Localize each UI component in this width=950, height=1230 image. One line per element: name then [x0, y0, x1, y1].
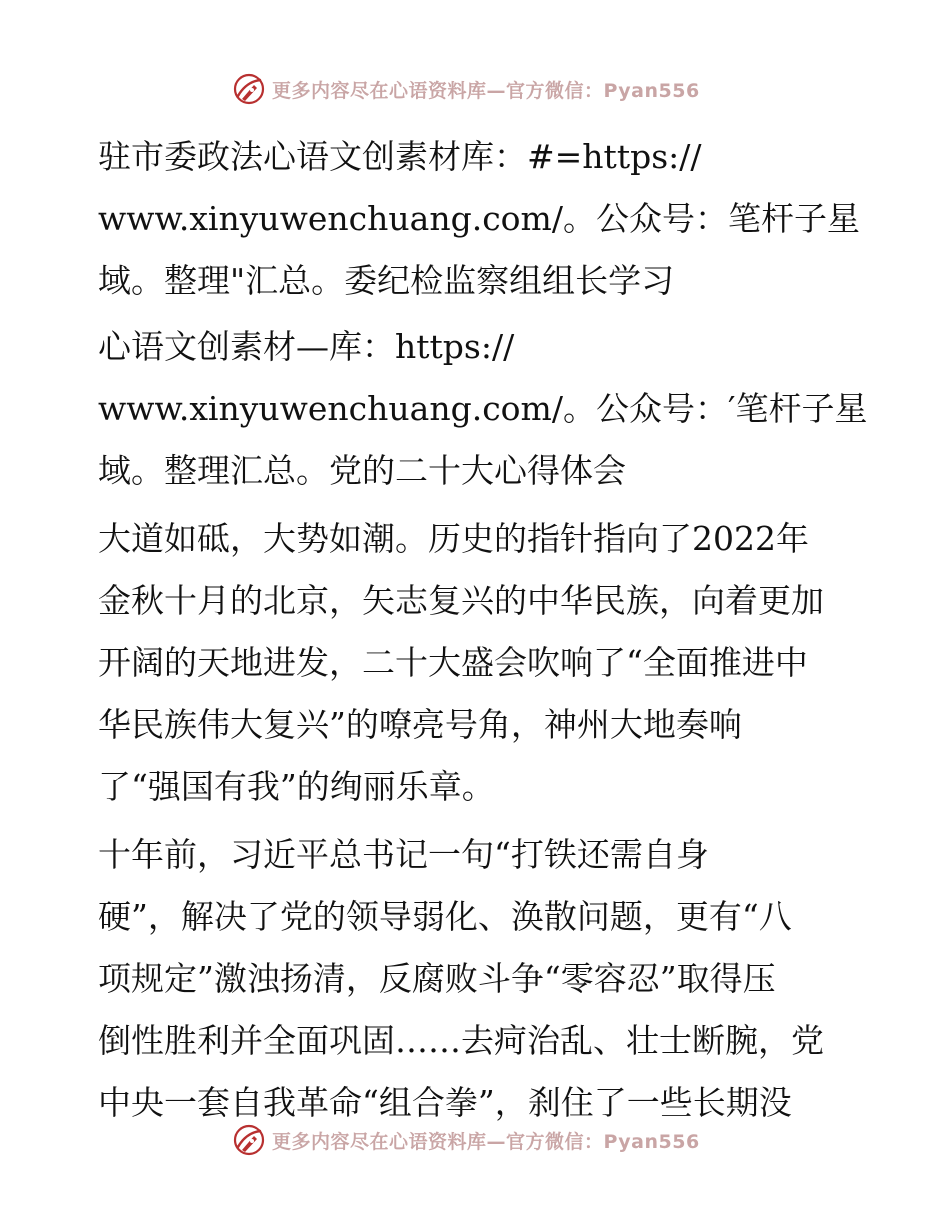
- text-line: 域。整理汇总。党的二十大心得体会: [98, 451, 626, 490]
- text-line: 心语文创素材—库：https://: [98, 327, 515, 366]
- text-line: 域。整理"汇总。委纪检监察组组长学习: [98, 261, 675, 300]
- header-banner-text: 更多内容尽在心语资料库—官方微信：Pyan556: [272, 79, 700, 102]
- text-line: 项规定”激浊扬清，反腐败斗争“零容忍”取得压: [98, 959, 776, 998]
- text-line: www.xinyuwenchuang.com/。公众号：笔杆子星: [98, 199, 860, 238]
- text-line: 倒性胜利并全面巩固……去疴治乱、壮士断腕，党: [98, 1021, 824, 1060]
- footer-banner: [232, 1123, 700, 1157]
- text-line: 大道如砥，大势如潮。历史的指针指向了2022年: [98, 519, 809, 558]
- pen-circle-logo-icon: [232, 1123, 266, 1157]
- header-banner: [232, 72, 700, 106]
- paragraph-2: [98, 316, 868, 502]
- text-line: 中央一套自我革命“组合拳”，刹住了一些长期没: [98, 1083, 792, 1122]
- footer-banner-text: 更多内容尽在心语资料库—官方微信：Pyan556: [272, 1130, 700, 1153]
- text-line: 开阔的天地进发，二十大盛会吹响了“全面推进中: [98, 643, 808, 682]
- paragraph-1: [98, 126, 858, 312]
- document-body: [98, 126, 868, 1134]
- text-line: 了“强国有我”的绚丽乐章。: [98, 767, 495, 806]
- text-line: 驻市委政法心语文创素材库：#=https://: [98, 137, 702, 176]
- text-line: 金秋十月的北京，矢志复兴的中华民族，向着更加: [98, 581, 824, 620]
- text-line: 华民族伟大复兴”的嘹亮号角，神州大地奏响: [98, 705, 742, 744]
- text-line: www.xinyuwenchuang.com/。公众号：′笔杆子星: [98, 389, 868, 428]
- text-line: 硬”，解决了党的领导弱化、涣散问题，更有“八: [98, 897, 792, 936]
- pen-circle-logo-icon: [232, 72, 266, 106]
- text-line: 十年前，习近平总书记一句“打铁还需自身: [98, 835, 709, 874]
- paragraph-4: [98, 824, 858, 1134]
- paragraph-3: [98, 508, 858, 818]
